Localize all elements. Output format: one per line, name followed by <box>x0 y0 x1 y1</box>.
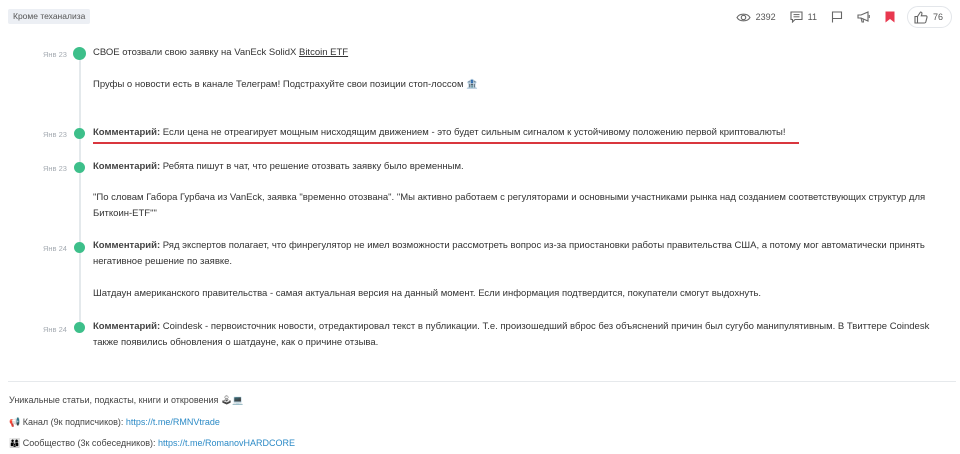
comment-label: Комментарий: <box>93 240 161 251</box>
headline-text: СВОЕ отозвали свою заявку на VanEck SolidX <box>93 47 299 58</box>
entry-comment <box>93 159 943 175</box>
timeline-dot <box>74 162 85 173</box>
entry-comment <box>93 238 943 270</box>
footer-tagline: Уникальные статьи, подкасты, книги и откровения 🕹💻 <box>9 395 244 405</box>
comment-label: Комментарий: <box>93 161 161 172</box>
comment-text: Если цена не отреагирует мощным нисходящим движением - это будет сильным сигналом к устойчивому положению первой криптовалюты! <box>160 127 786 138</box>
divider <box>8 381 956 382</box>
comment-text: Coindesk - первоисточник новости, отредактировал текст в публикации. Т.е. произошедший вброс без объяснений причин был сугубо манипулятивным. В Твиттере Coindesk также появились обновления о шатдауне, как о причине отзыва. <box>93 321 930 348</box>
entry-date: Янв 23 <box>43 50 67 59</box>
timeline-dot <box>74 242 85 253</box>
footer-community <box>9 437 295 449</box>
entry-quote: "По словам Габора Гурбача из VanEck, заявка "временно отозвана". "Мы активно работаем с регуляторами и основными участниками рынка над созданием соответствующих структур для Биткоин-ETF"" <box>93 192 926 219</box>
entry-date: Янв 23 <box>43 164 67 173</box>
entry-headline <box>93 45 943 61</box>
comments-count: 11 <box>807 12 817 22</box>
comment-label: Комментарий: <box>93 127 161 138</box>
views-count: 2392 <box>755 12 776 22</box>
timeline-line <box>79 52 81 327</box>
entry-date: Янв 24 <box>43 244 67 253</box>
entry-extra: Шатдаун американского правительства - самая актуальная версия на данный момент. Если информация подтвердится, покупатели смогут выдохнуть. <box>93 288 762 299</box>
channel-link[interactable]: https://t.me/RMNVtrade <box>125 417 220 427</box>
highlight-underline <box>93 142 799 144</box>
timeline-dot <box>74 128 85 139</box>
category-tag[interactable]: Кроме теханализа <box>8 9 90 24</box>
footer-channel <box>9 416 220 428</box>
community-label: 👨‍👩‍👦 Сообщество (3к собеседников): <box>9 438 158 448</box>
comment-text: Ребята пишут в чат, что решение отозвать заявку было временным. <box>160 161 464 172</box>
community-link[interactable]: https://t.me/RomanovHARDCORE <box>157 438 296 448</box>
comment-label: Комментарий: <box>93 321 161 332</box>
headline-link[interactable]: Bitcoin ETF <box>298 47 349 58</box>
channel-label: 📢 Канал (9к подписчиков): <box>9 417 126 427</box>
entry-comment <box>93 319 943 351</box>
entry-date: Янв 24 <box>43 325 67 334</box>
timeline-dot <box>74 322 85 333</box>
comment-text: Ряд экспертов полагает, что финрегулятор не имел возможности рассмотреть вопрос из-за приостановки работы правительства США, а потому мог автоматически принять негативное решение по заявке. <box>93 240 925 267</box>
likes-count: 76 <box>932 12 943 22</box>
entry-body: Пруфы о новости есть в канале Телеграм! Подстрахуйте свои позиции стоп-лоссом 🏦 <box>93 79 478 90</box>
entry-date: Янв 23 <box>43 130 67 139</box>
entry-comment <box>93 125 943 141</box>
timeline-dot <box>73 47 86 60</box>
